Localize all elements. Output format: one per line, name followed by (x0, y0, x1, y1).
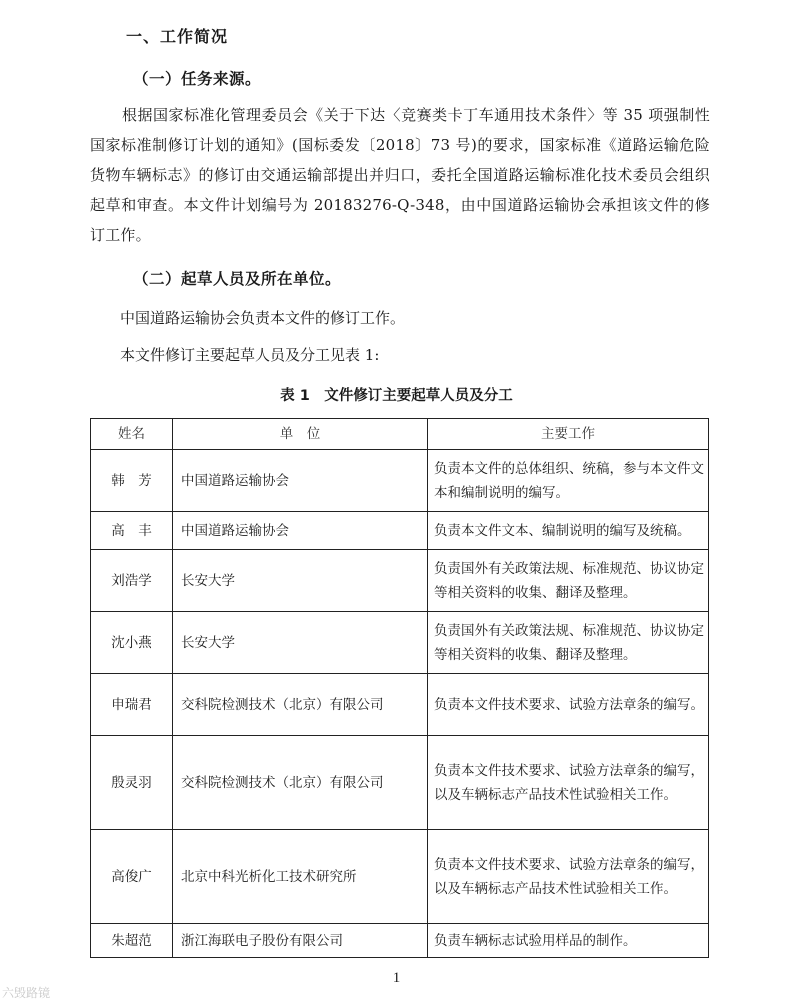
cell-duty: 负责本文件技术要求、试验方法章条的编写。 (428, 674, 709, 736)
page-number: 1 (392, 970, 401, 986)
table-row (91, 450, 709, 512)
cell-name: 朱超范 (91, 924, 173, 958)
section-title: 一、工作简况 (126, 27, 229, 46)
header-duty: 主要工作 (428, 419, 709, 450)
table-row (91, 736, 709, 830)
header-unit: 单 位 (173, 419, 428, 450)
table-row (91, 924, 709, 958)
cell-name: 申瑞君 (91, 674, 173, 736)
cell-name: 沈小燕 (91, 612, 173, 674)
staff-table (90, 418, 709, 958)
drafters-line-1: 中国道路运输协会负责本文件的修订工作。 (120, 309, 406, 327)
cell-duty: 负责本文件技术要求、试验方法章条的编写，以及车辆标志产品技术性试验相关工作。 (428, 830, 709, 924)
cell-unit: 浙江海联电子股份有限公司 (173, 924, 428, 958)
watermark-logo: 六毁路镜 (2, 986, 51, 1000)
drafters-heading: （二）起草人员及所在单位。 (133, 270, 342, 288)
table-caption: 表 1 文件修订主要起草人员及分工 (280, 388, 513, 404)
cell-name: 韩 芳 (91, 450, 173, 512)
table-row (91, 612, 709, 674)
table-row (91, 674, 709, 736)
header-name: 姓名 (91, 419, 173, 450)
cell-unit: 长安大学 (173, 612, 428, 674)
table-row (91, 830, 709, 924)
cell-unit: 交科院检测技术（北京）有限公司 (173, 674, 428, 736)
cell-duty: 负责本文件文本、编制说明的编写及统稿。 (428, 512, 709, 550)
cell-duty: 负责本文件的总体组织、统稿，参与本文件文本和编制说明的编写。 (428, 450, 709, 512)
cell-unit: 交科院检测技术（北京）有限公司 (173, 736, 428, 830)
table-row (91, 550, 709, 612)
task-source-heading: （一）任务来源。 (133, 70, 262, 88)
drafters-line-2: 本文件修订主要起草人员及分工见表 1: (120, 346, 380, 364)
cell-duty: 负责车辆标志试验用样品的制作。 (428, 924, 709, 958)
cell-unit: 北京中科光析化工技术研究所 (173, 830, 428, 924)
cell-unit: 中国道路运输协会 (173, 450, 428, 512)
cell-name: 高俊广 (91, 830, 173, 924)
cell-duty: 负责国外有关政策法规、标准规范、协议协定等相关资料的收集、翻译及整理。 (428, 550, 709, 612)
task-source-paragraph: 根据国家标准化管理委员会《关于下达〈竞赛类卡丁车通用技术条件〉等 35 项强制性国家标准制修订计划的通知》(国标委发〔2018〕73 号)的要求，国家标准《道路运输危险货物车辆标志》的修订由交通运输部提出并归口，委托全国道路运输标准化技术委员会组织起草和审查。本文件计划编号为 20183276-Q-348，由中国道路运输协会承担该文件的修订工作。 (90, 106, 710, 244)
cell-unit: 中国道路运输协会 (173, 512, 428, 550)
cell-name: 殷灵羽 (91, 736, 173, 830)
cell-duty: 负责国外有关政策法规、标准规范、协议协定等相关资料的收集、翻译及整理。 (428, 612, 709, 674)
cell-name: 刘浩学 (91, 550, 173, 612)
cell-name: 高 丰 (91, 512, 173, 550)
cell-duty: 负责本文件技术要求、试验方法章条的编写，以及车辆标志产品技术性试验相关工作。 (428, 736, 709, 830)
cell-unit: 长安大学 (173, 550, 428, 612)
table-row (91, 512, 709, 550)
table-header-row (91, 419, 709, 450)
